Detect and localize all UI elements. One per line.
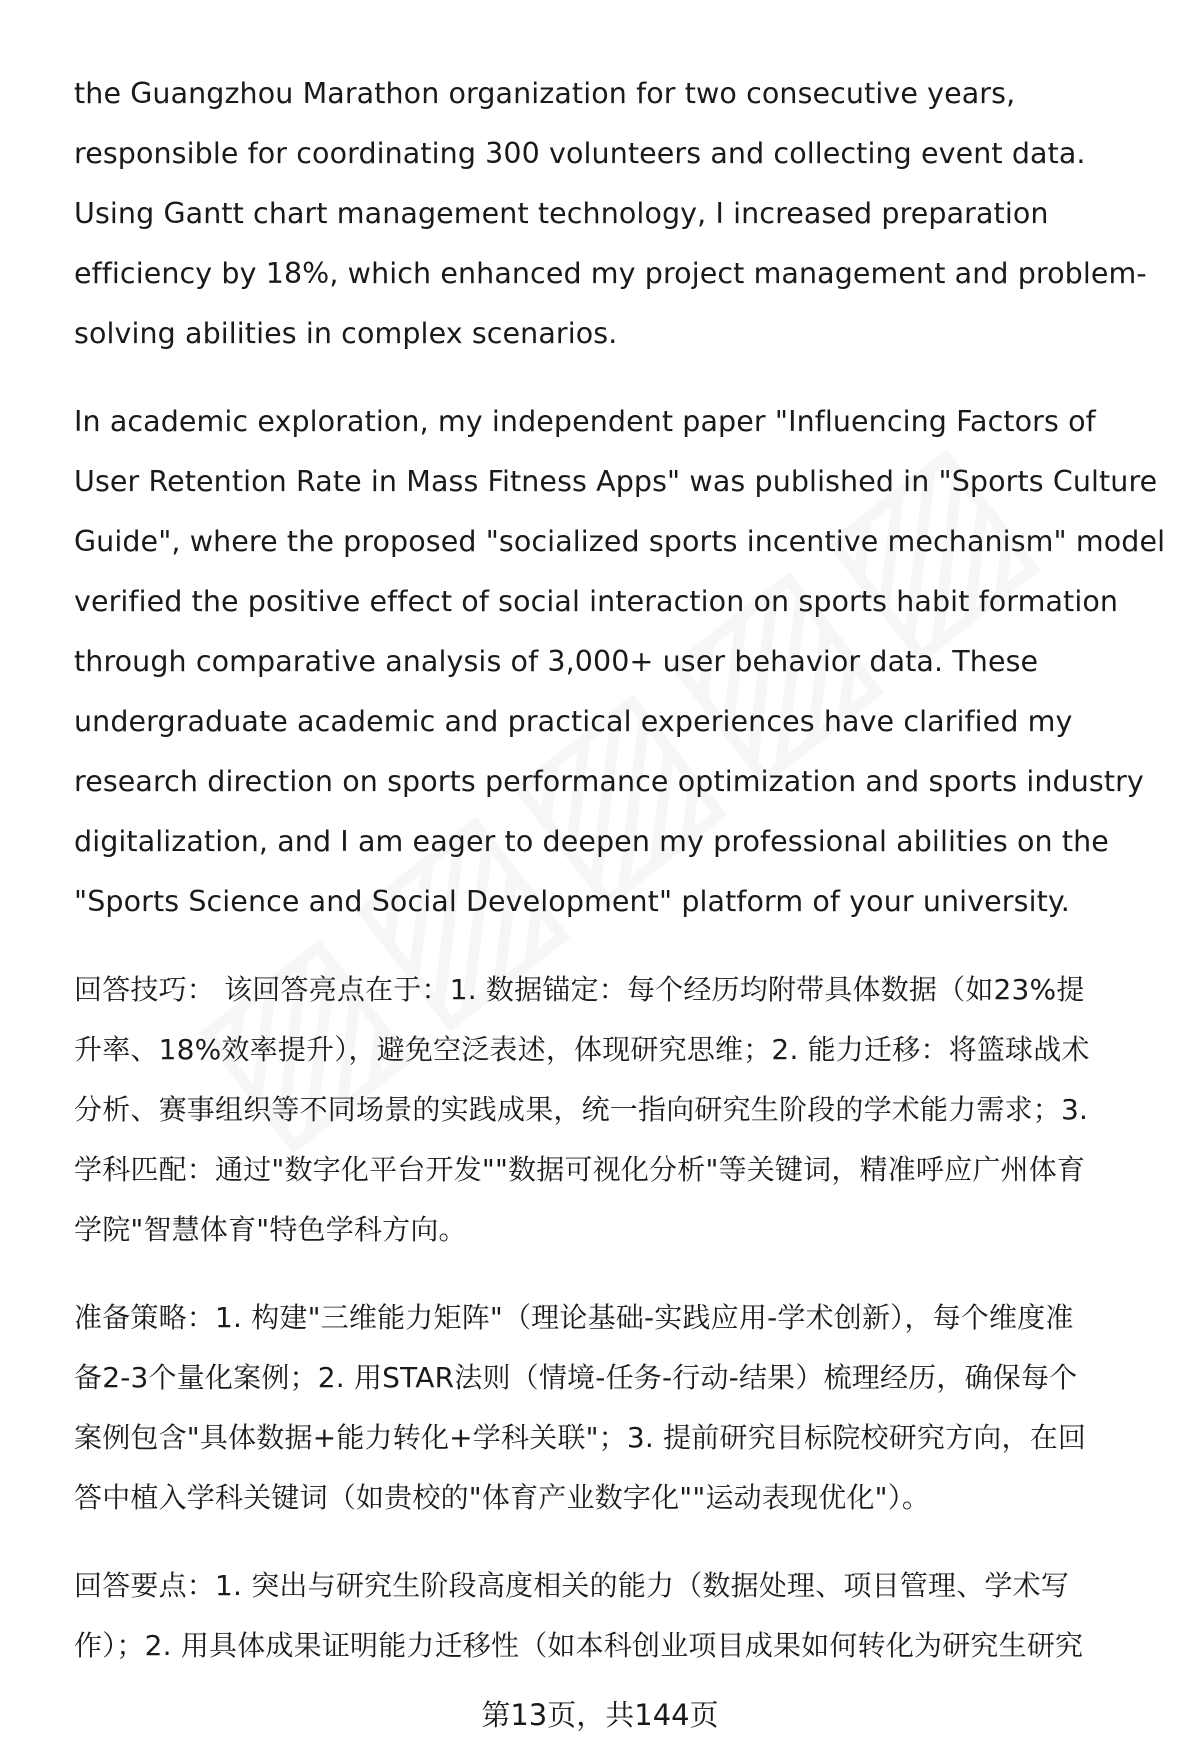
text-line: responsible for coordinating 300 volunteers and collecting event data. xyxy=(74,137,1086,170)
page-content xyxy=(74,64,1166,1676)
text-line: 升率、18%效率提升），避免空泛表述，体现研究思维；2. 能力迁移：将篮球战术 xyxy=(74,1033,1090,1066)
text-line: 分析、赛事组织等不同场景的实践成果，统一指向研究生阶段的学术能力需求；3. xyxy=(74,1093,1089,1126)
text-line: 回答技巧： 该回答亮点在于：1. 数据锚定：每个经历均附带具体数据（如23%提 xyxy=(74,973,1085,1006)
paragraph-volunteer-experience xyxy=(74,64,1154,364)
text-line: Using Gantt chart management technology, I increased preparation xyxy=(74,197,1049,230)
text-line: 案例包含"具体数据+能力转化+学科关联"；3. 提前研究目标院校研究方向，在回 xyxy=(74,1421,1087,1454)
page-number-footer: 第13页，共144页 xyxy=(481,1698,719,1732)
text-line: 学院"智慧体育"特色学科方向。 xyxy=(74,1213,467,1246)
paragraph-preparation-strategy xyxy=(74,1288,1154,1528)
text-line: efficiency by 18%, which enhanced my project management and problem- xyxy=(74,257,1147,290)
text-line: through comparative analysis of 3,000+ user behavior data. These xyxy=(74,645,1039,678)
paragraph-answer-tips xyxy=(74,960,1154,1260)
text-line: Guide", where the proposed "socialized sports incentive mechanism" model xyxy=(74,525,1166,558)
text-line: "Sports Science and Social Development" platform of your university. xyxy=(74,885,1070,918)
text-line: 作）；2. 用具体成果证明能力迁移性（如本科创业项目成果如何转化为研究生研究 xyxy=(74,1629,1084,1662)
text-line: solving abilities in complex scenarios. xyxy=(74,317,618,350)
text-line: verified the positive effect of social interaction on sports habit formation xyxy=(74,585,1119,618)
text-line: 备2-3个量化案例；2. 用STAR法则（情境-任务-行动-结果）梳理经历，确保每个 xyxy=(74,1361,1078,1394)
text-line: digitalization, and I am eager to deepen my professional abilities on the xyxy=(74,825,1109,858)
text-line: 准备策略：1. 构建"三维能力矩阵"（理论基础-实践应用-学术创新），每个维度准 xyxy=(74,1301,1074,1334)
paragraph-answer-key-points xyxy=(74,1556,1154,1676)
text-line: 回答要点：1. 突出与研究生阶段高度相关的能力（数据处理、项目管理、学术写 xyxy=(74,1569,1070,1602)
text-line: User Retention Rate in Mass Fitness Apps" was published in "Sports Culture xyxy=(74,465,1158,498)
text-line: In academic exploration, my independent paper "Influencing Factors of xyxy=(74,405,1096,438)
text-line: research direction on sports performance optimization and sports industry xyxy=(74,765,1144,798)
text-line: the Guangzhou Marathon organization for two consecutive years, xyxy=(74,77,1016,110)
paragraph-academic-exploration xyxy=(74,392,1166,932)
text-line: 学科匹配：通过"数字化平台开发""数据可视化分析"等关键词，精准呼应广州体育 xyxy=(74,1153,1086,1186)
text-line: 答中植入学科关键词（如贵校的"体育产业数字化""运动表现优化"）。 xyxy=(74,1481,931,1514)
text-line: undergraduate academic and practical experiences have clarified my xyxy=(74,705,1073,738)
